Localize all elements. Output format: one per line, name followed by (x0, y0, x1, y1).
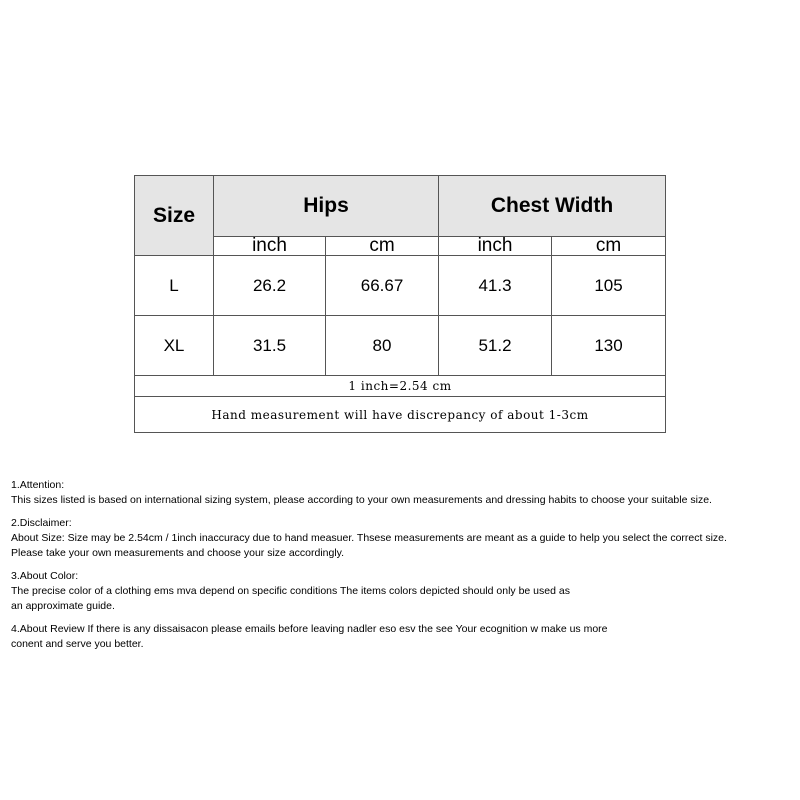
conversion-row (135, 376, 666, 397)
attention-note (11, 478, 799, 508)
hips-header: Hips (214, 176, 439, 237)
color-line: The precise color of a clothing ems mva depend on specific conditions The items colors depicted should only be used as (11, 585, 570, 597)
hips-inch-unit: inch (214, 237, 326, 256)
size-cell: XL (135, 316, 214, 376)
chest-inch-cell: 51.2 (439, 316, 552, 376)
hips-inch-cell: 26.2 (214, 256, 326, 316)
hips-cm-cell: 66.67 (326, 256, 439, 316)
conversion-note: 1 inch=2.54 cm (135, 376, 666, 397)
chest-inch-unit: inch (439, 237, 552, 256)
color-note (11, 569, 799, 614)
disclaimer-line: About Size: Size may be 2.54cm / 1inch inaccuracy due to hand measuer. Thsese measurements are meant as a guide to help you select the correct size. (11, 532, 727, 544)
chest-cm-cell: 105 (552, 256, 666, 316)
chest-cm-unit: cm (552, 237, 666, 256)
disclaimer-note (11, 516, 799, 561)
disclaimer-heading: 2.Disclaimer: (11, 517, 72, 529)
chest-cm-cell: 130 (552, 316, 666, 376)
header-row (135, 176, 666, 237)
color-heading: 3.About Color: (11, 570, 79, 582)
size-cell: L (135, 256, 214, 316)
table-row (135, 256, 666, 316)
hips-cm-cell: 80 (326, 316, 439, 376)
discrepancy-row (135, 397, 666, 433)
discrepancy-note: Hand measurement will have discrepancy of about 1-3cm (135, 397, 666, 433)
hips-inch-cell: 31.5 (214, 316, 326, 376)
disclaimer-line: Please take your own measurements and choose your size accordingly. (11, 547, 345, 559)
unit-row (135, 237, 666, 256)
size-header: Size (135, 176, 214, 256)
attention-heading: 1.Attention: (11, 479, 65, 491)
review-line: 4.About Review If there is any dissaisacon please emails before leaving nadler eso esv the see Your ecognition w make us more (11, 623, 608, 635)
chest-inch-cell: 41.3 (439, 256, 552, 316)
review-line: conent and serve you better. (11, 638, 144, 650)
table-row (135, 316, 666, 376)
review-note (11, 622, 799, 652)
notes-section (11, 478, 799, 660)
color-line: an approximate guide. (11, 600, 115, 612)
chest-width-header: Chest Width (439, 176, 666, 237)
size-chart-table (134, 175, 666, 433)
attention-line: This sizes listed is based on international sizing system, please according to your own measurements and dressing habits to choose your suitable size. (11, 494, 712, 506)
hips-cm-unit: cm (326, 237, 439, 256)
